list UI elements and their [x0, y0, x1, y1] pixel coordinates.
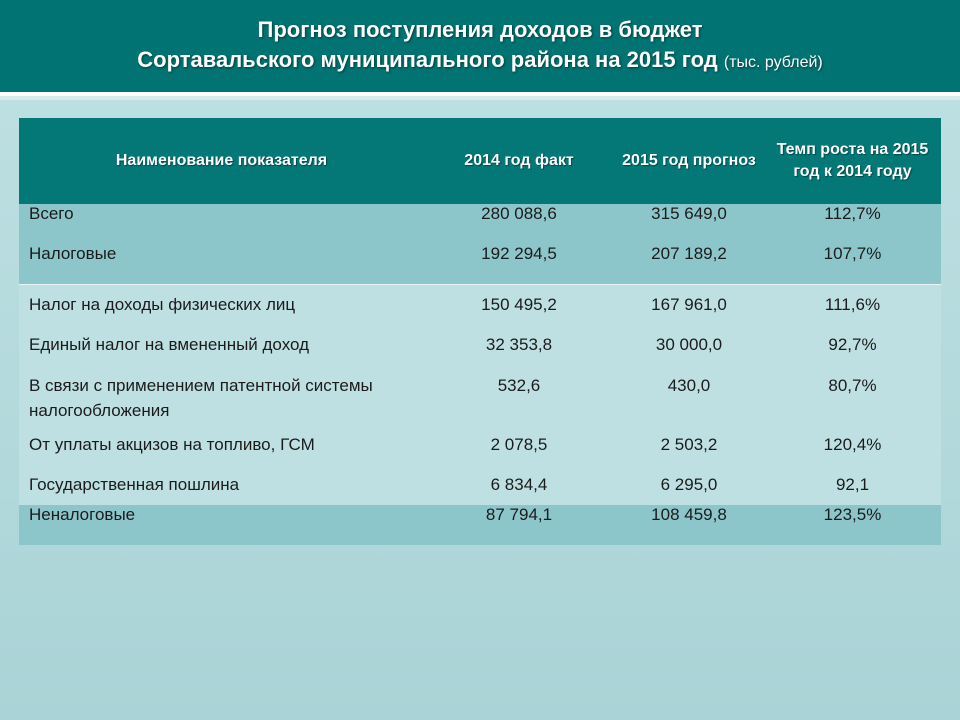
row-2015-forecast: 108 459,8	[614, 505, 764, 545]
row-name: Неналоговые	[19, 505, 424, 545]
row-2015-forecast: 2 503,2	[614, 425, 764, 465]
row-2014-fact: 192 294,5	[424, 244, 614, 285]
row-name: Единый налог на вмененный доход	[19, 325, 424, 365]
row-2014-fact: 87 794,1	[424, 505, 614, 545]
slide-title-line2	[137, 45, 823, 78]
row-2014-fact: 280 088,6	[424, 204, 614, 244]
row-name: От уплаты акцизов на топливо, ГСМ	[19, 425, 424, 465]
row-name: В связи с применением патентной системы налогообложения	[19, 365, 424, 425]
table-row	[19, 425, 941, 465]
table-header-row	[19, 118, 941, 204]
row-name: Всего	[19, 204, 424, 244]
row-2014-fact: 6 834,4	[424, 465, 614, 505]
table-row	[19, 465, 941, 505]
header-growth-rate: Темп роста на 2015 год к 2014 году	[764, 118, 941, 204]
row-name: Налог на доходы физических лиц	[19, 285, 424, 325]
row-growth-rate: 92,1	[764, 465, 941, 505]
table-row	[19, 204, 941, 244]
row-2014-fact: 532,6	[424, 365, 614, 425]
title-divider-accent	[0, 96, 960, 100]
row-growth-rate: 107,7%	[764, 244, 941, 285]
header-indicator-name: Наименование показателя	[19, 118, 424, 204]
row-growth-rate: 123,5%	[764, 505, 941, 545]
table-row	[19, 505, 941, 545]
row-name: Налоговые	[19, 244, 424, 285]
row-growth-rate: 120,4%	[764, 425, 941, 465]
row-growth-rate: 111,6%	[764, 285, 941, 325]
table-row	[19, 365, 941, 425]
row-2015-forecast: 430,0	[614, 365, 764, 425]
revenue-forecast-table	[19, 118, 941, 545]
row-name: Государственная пошлина	[19, 465, 424, 505]
header-2014-fact: 2014 год факт	[424, 118, 614, 204]
row-2014-fact: 150 495,2	[424, 285, 614, 325]
slide-title-bar	[0, 0, 960, 92]
row-2015-forecast: 30 000,0	[614, 325, 764, 365]
row-growth-rate: 80,7%	[764, 365, 941, 425]
table-row	[19, 285, 941, 325]
row-2014-fact: 2 078,5	[424, 425, 614, 465]
slide-title-line1: Прогноз поступления доходов в бюджет	[257, 16, 703, 42]
row-growth-rate: 112,7%	[764, 204, 941, 244]
table-row	[19, 325, 941, 365]
row-growth-rate: 92,7%	[764, 325, 941, 365]
slide-title-unit: (тыс. рублей)	[723, 53, 823, 71]
slide-title-text: Сортавальского муниципального района на 2015 год	[137, 46, 718, 72]
header-2015-forecast: 2015 год прогноз	[614, 118, 764, 204]
row-2015-forecast: 315 649,0	[614, 204, 764, 244]
row-2014-fact: 32 353,8	[424, 325, 614, 365]
row-2015-forecast: 207 189,2	[614, 244, 764, 285]
row-2015-forecast: 6 295,0	[614, 465, 764, 505]
row-2015-forecast: 167 961,0	[614, 285, 764, 325]
table-row	[19, 244, 941, 285]
